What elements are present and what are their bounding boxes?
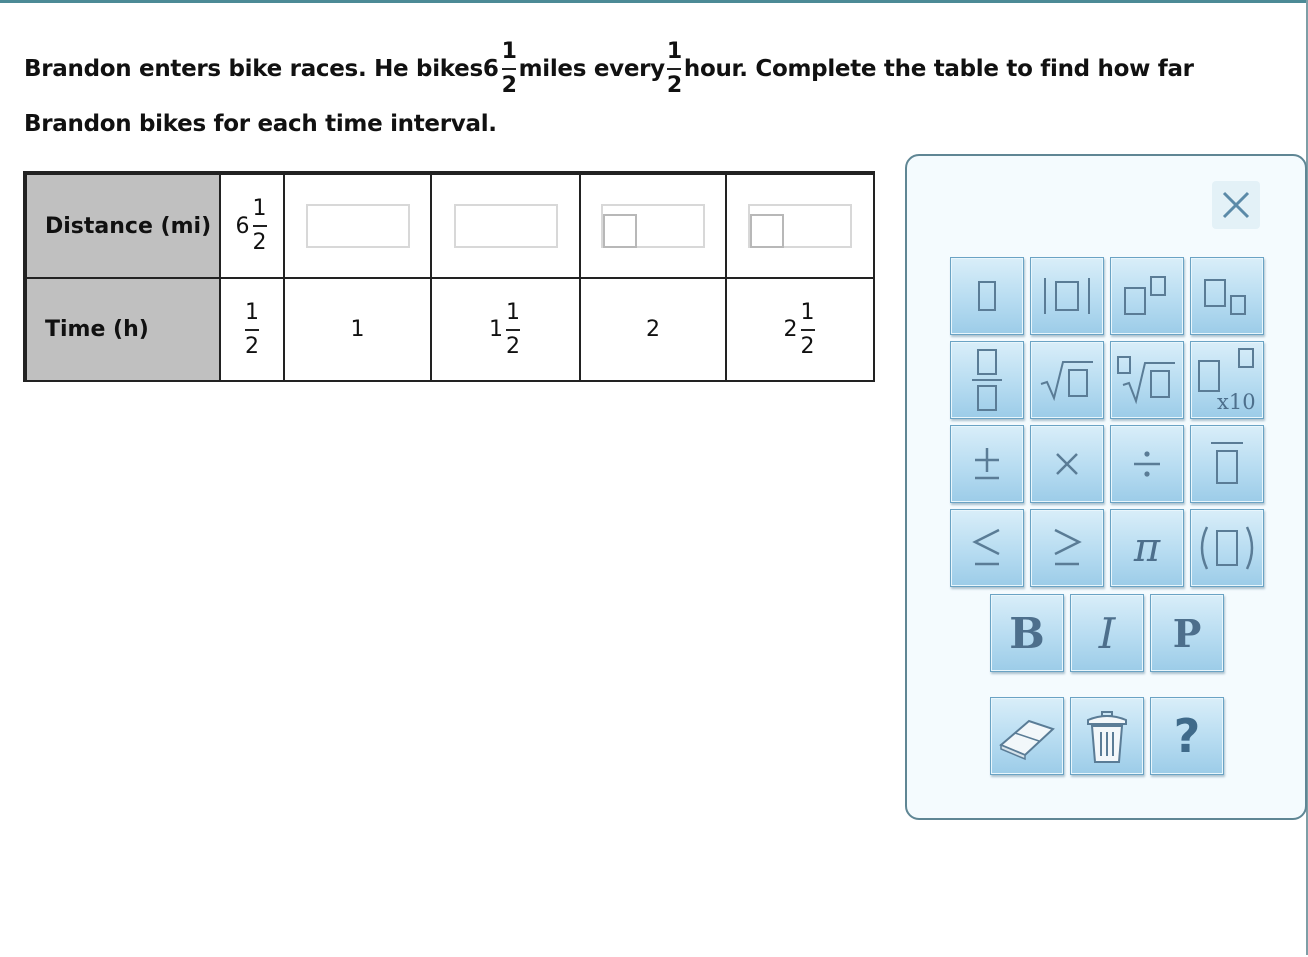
rate-whole: 6 xyxy=(482,56,499,82)
table-row-distance xyxy=(26,174,874,278)
table-row-time xyxy=(26,278,874,381)
distance-answer-input-4[interactable] xyxy=(748,204,852,248)
plus-minus-icon xyxy=(967,444,1007,484)
distance-cell-1 xyxy=(220,174,284,278)
distance-cell-5 xyxy=(726,174,874,278)
multiply-icon xyxy=(1047,444,1087,484)
rate-mixed-number xyxy=(483,40,519,98)
distance-numerator: 1 xyxy=(252,196,267,221)
time-value: 1 xyxy=(350,317,365,342)
fraction-button[interactable] xyxy=(950,341,1024,419)
distance-cell-3 xyxy=(431,174,580,278)
row-header-time: Time (h) xyxy=(26,278,220,381)
distance-answer-input-3[interactable] xyxy=(601,204,705,248)
row-header-distance: Distance (mi) xyxy=(26,174,220,278)
subscript-button[interactable] xyxy=(1190,257,1264,335)
less-equal-icon xyxy=(967,526,1007,570)
time-fraction xyxy=(667,40,682,98)
time-value-fraction xyxy=(245,299,259,359)
superscript-icon xyxy=(1119,274,1175,318)
ratio-table xyxy=(23,171,875,382)
help-icon: ? xyxy=(1173,709,1201,763)
time-cell-3 xyxy=(431,278,580,381)
paragraph-button[interactable] xyxy=(1150,594,1224,672)
nth-root-button[interactable] xyxy=(1110,341,1184,419)
distance-whole: 6 xyxy=(235,213,250,239)
time-cell-5 xyxy=(726,278,874,381)
rate-numerator: 1 xyxy=(501,39,517,64)
bold-icon: B xyxy=(1009,608,1045,658)
x10-label: x10 xyxy=(1217,390,1256,413)
close-icon xyxy=(1221,190,1251,220)
bold-button[interactable] xyxy=(990,594,1064,672)
time-cell-4 xyxy=(580,278,726,381)
input-placeholder-box xyxy=(750,214,784,248)
question-text-part3: hour. Complete the table to find how far xyxy=(683,56,1194,82)
time-whole: 1 xyxy=(489,317,503,342)
question-text-part4: Brandon bikes for each time interval. xyxy=(24,111,497,137)
question-text-part2: miles every xyxy=(518,56,665,82)
template-box-button[interactable] xyxy=(950,257,1024,335)
time-value-fraction xyxy=(800,299,815,359)
nth-root-icon xyxy=(1115,355,1179,405)
square-root-icon xyxy=(1037,358,1097,402)
time-numerator: 1 xyxy=(800,299,815,325)
italic-icon: I xyxy=(1098,608,1116,658)
time-denominator: 2 xyxy=(666,73,682,98)
parentheses-button[interactable] xyxy=(1190,509,1264,587)
delete-button[interactable] xyxy=(1070,697,1144,775)
time-numerator: 1 xyxy=(245,299,259,325)
fraction-icon xyxy=(967,348,1007,412)
rate-denominator: 2 xyxy=(501,73,517,98)
distance-fraction xyxy=(253,198,267,254)
italic-button[interactable] xyxy=(1070,594,1144,672)
palette-format-row xyxy=(990,594,1224,672)
distance-denominator: 2 xyxy=(252,230,267,255)
palette-tools-row xyxy=(990,697,1224,775)
time-cell-1 xyxy=(220,278,284,381)
time-denominator: 2 xyxy=(245,333,259,359)
greater-than-or-equal-button[interactable] xyxy=(1030,509,1104,587)
pi-icon: π xyxy=(1133,525,1161,571)
scientific-notation-icon xyxy=(1195,347,1259,413)
square-root-button[interactable] xyxy=(1030,341,1104,419)
eraser-icon xyxy=(995,711,1059,761)
time-cell-2 xyxy=(284,278,431,381)
help-button[interactable] xyxy=(1150,697,1224,775)
overline-icon xyxy=(1205,439,1249,489)
trash-icon xyxy=(1082,706,1132,766)
palette-symbol-grid xyxy=(950,257,1264,587)
distance-answer-input-2[interactable] xyxy=(454,204,558,248)
distance-answer-input-1[interactable] xyxy=(306,204,410,248)
subscript-icon xyxy=(1199,274,1255,318)
question-text-part1: Brandon enters bike races. He bikes xyxy=(24,56,483,82)
distance-cell-4 xyxy=(580,174,726,278)
empty-box-icon xyxy=(967,276,1007,316)
eraser-button[interactable] xyxy=(990,697,1064,775)
input-placeholder-box xyxy=(603,214,637,248)
absolute-value-icon xyxy=(1037,276,1097,316)
parentheses-icon xyxy=(1195,523,1259,573)
time-whole: 2 xyxy=(783,317,798,342)
greater-equal-icon xyxy=(1047,526,1087,570)
rate-fraction xyxy=(502,40,517,98)
close-palette-button[interactable] xyxy=(1212,181,1260,229)
scientific-notation-button[interactable] xyxy=(1190,341,1264,419)
time-denominator: 2 xyxy=(506,333,520,359)
divide-icon xyxy=(1127,444,1167,484)
exponent-button[interactable] xyxy=(1110,257,1184,335)
time-denominator: 2 xyxy=(800,333,815,359)
question-prompt xyxy=(24,32,1194,144)
multiply-button[interactable] xyxy=(1030,425,1104,503)
pi-button[interactable] xyxy=(1110,509,1184,587)
divide-button[interactable] xyxy=(1110,425,1184,503)
plus-minus-button[interactable] xyxy=(950,425,1024,503)
question-line-2 xyxy=(24,104,1184,144)
overline-button[interactable] xyxy=(1190,425,1264,503)
less-than-or-equal-button[interactable] xyxy=(950,509,1024,587)
distance-cell-2 xyxy=(284,174,431,278)
paragraph-icon: P xyxy=(1172,610,1202,656)
absolute-value-button[interactable] xyxy=(1030,257,1104,335)
question-line-1 xyxy=(24,32,1194,106)
time-value-fraction xyxy=(506,299,520,359)
time-value: 2 xyxy=(646,317,660,342)
time-numerator: 1 xyxy=(506,299,520,325)
time-numerator: 1 xyxy=(666,39,682,64)
